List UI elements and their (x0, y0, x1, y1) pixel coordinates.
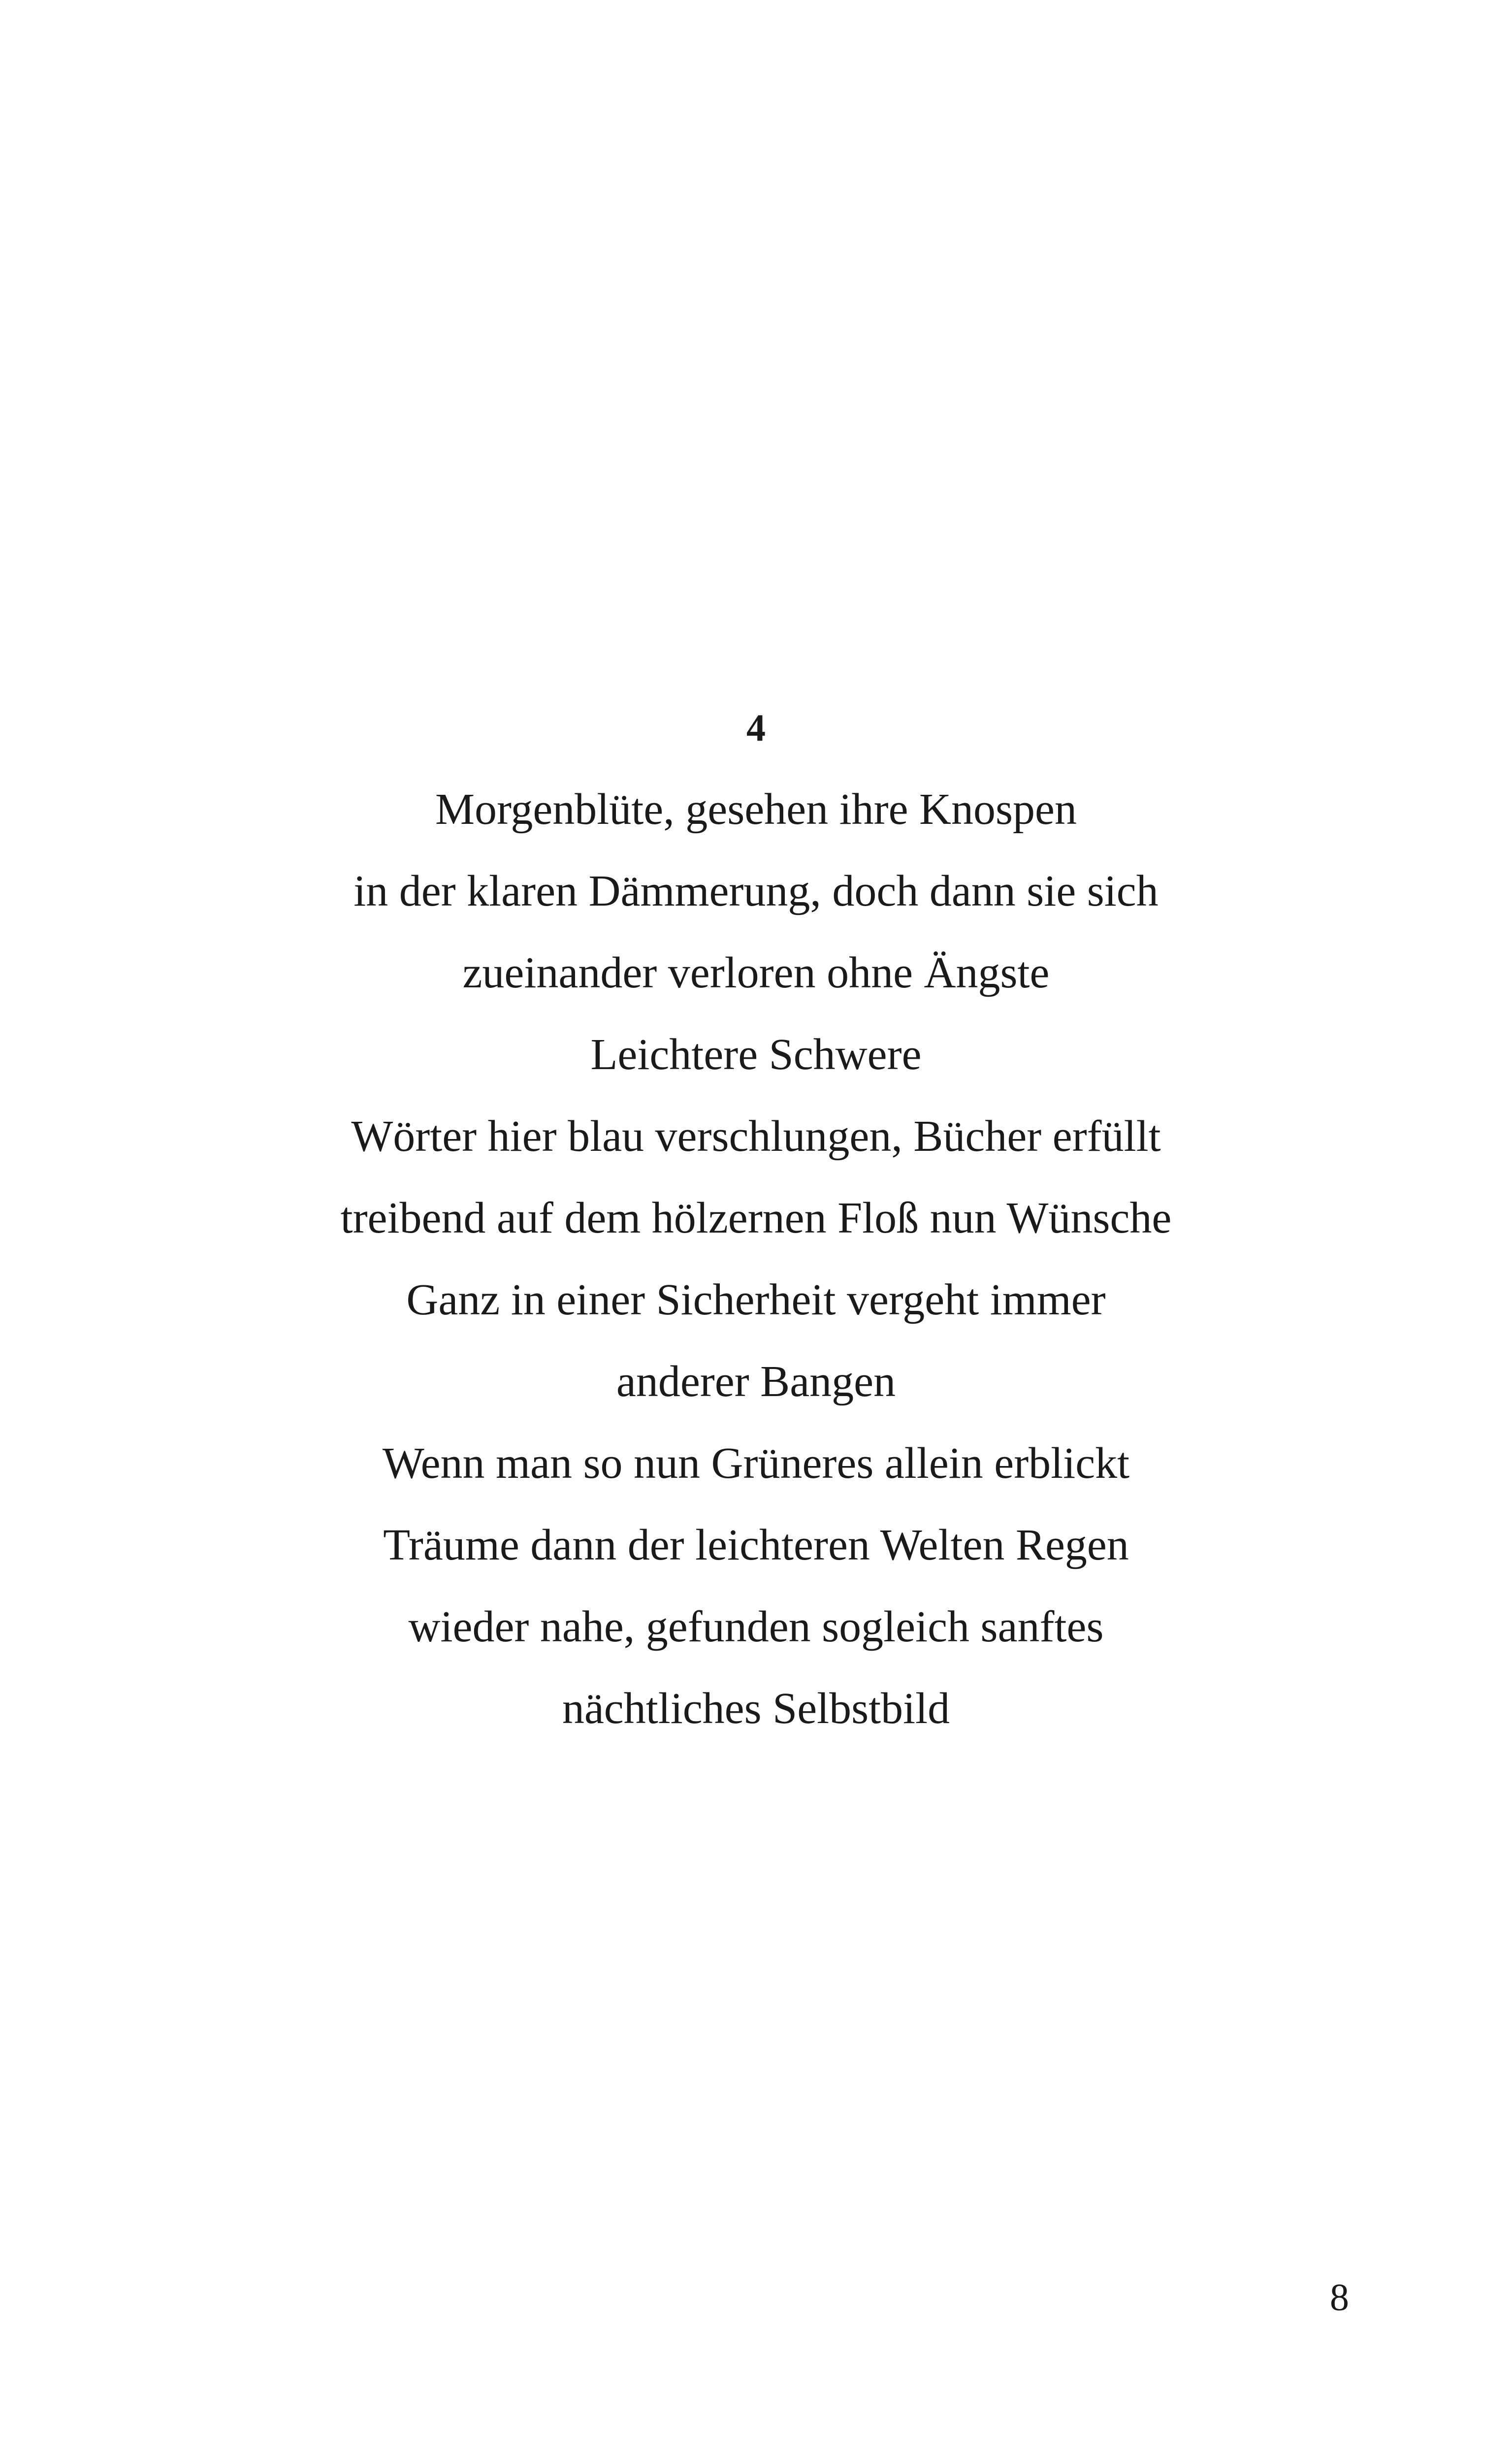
poem-line: Ganz in einer Sicherheit vergeht immer (406, 1275, 1106, 1324)
poem-number: 4 (746, 706, 766, 749)
poem-line: in der klaren Dämmerung, doch dann sie sich (354, 867, 1158, 915)
poem-lines (0, 769, 1512, 1750)
poem-line: Morgenblüte, gesehen ihre Knospen (435, 785, 1077, 834)
poem (0, 687, 1512, 1750)
poem-line: Leichtere Schwere (590, 1030, 922, 1079)
poem-line: anderer Bangen (616, 1357, 896, 1406)
poem-line: nächtliches Selbstbild (562, 1684, 950, 1733)
poem-line: zueinander verloren ohne Ängste (462, 948, 1050, 997)
poem-line: Wörter hier blau verschlungen, Bücher erfüllt (351, 1112, 1161, 1161)
poem-line: Träume dann der leichteren Welten Regen (383, 1521, 1129, 1569)
poem-line: Wenn man so nun Grüneres allein erblickt (382, 1439, 1130, 1488)
poem-line: treibend auf dem hölzernen Floß nun Wünsche (340, 1194, 1172, 1242)
page-number: 8 (1330, 2276, 1349, 2318)
poem-line: wieder nahe, gefunden sogleich sanftes (408, 1602, 1104, 1651)
